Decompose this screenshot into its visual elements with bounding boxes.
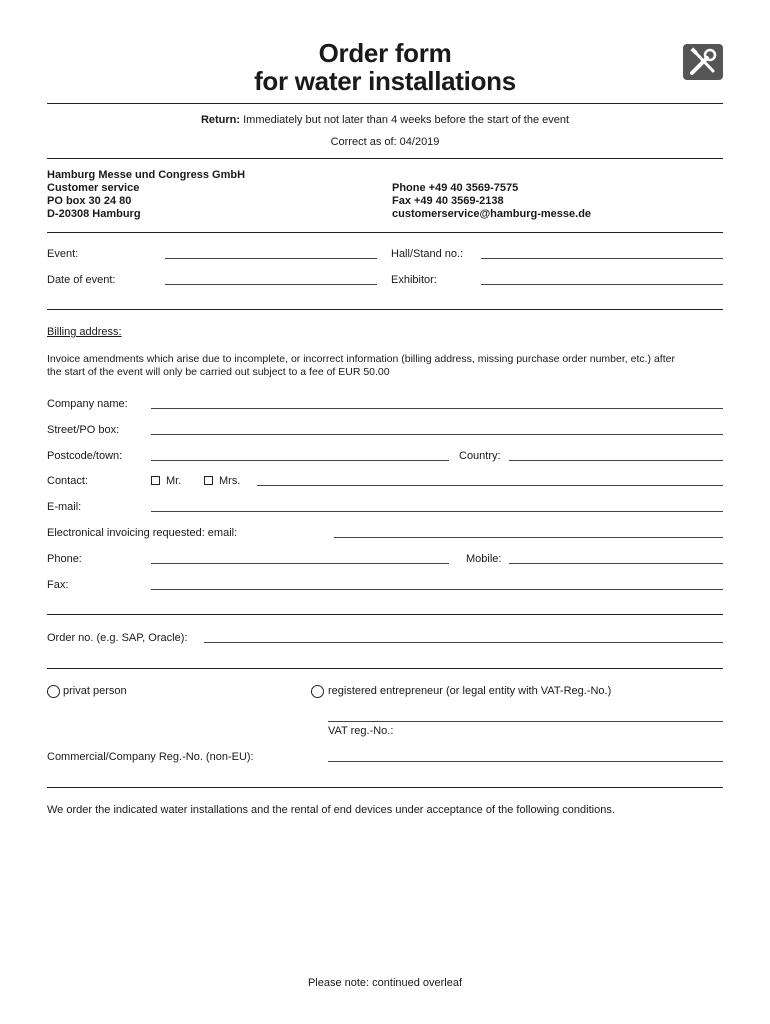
fax-label: Fax: (47, 579, 69, 591)
divider (47, 309, 723, 310)
vat-field[interactable] (328, 721, 723, 722)
divider (47, 158, 723, 159)
conditions-text: We order the indicated water installations and the rental of end devices under acceptance of the following conditions. (47, 804, 615, 816)
commercial-reg-field[interactable] (328, 761, 723, 762)
city: D-20308 Hamburg (47, 208, 141, 220)
divider (47, 787, 723, 788)
billing-notice-line2: the start of the event will only be carried out subject to a fee of EUR 50.00 (47, 366, 390, 378)
divider (47, 614, 723, 615)
exhibitor-label: Exhibitor: (391, 274, 437, 286)
return-info (0, 114, 770, 127)
phone-field[interactable] (151, 563, 449, 564)
hall-stand-label: Hall/Stand no.: (391, 248, 464, 260)
order-no-label: Order no. (e.g. SAP, Oracle): (47, 632, 188, 644)
po-box: PO box 30 24 80 (47, 195, 132, 207)
department: Customer service (47, 182, 140, 194)
company-name-field[interactable] (151, 408, 723, 409)
email-field[interactable] (151, 511, 723, 512)
postcode-field[interactable] (151, 460, 449, 461)
divider (47, 103, 723, 104)
phone-label: Phone: (47, 553, 82, 565)
mobile-label: Mobile: (466, 553, 502, 565)
billing-heading: Billing address: (47, 326, 122, 338)
mr-label: Mr. (166, 475, 182, 487)
page-title-line2: for water installations (254, 66, 516, 96)
page-title-line1: Order form (318, 38, 452, 68)
contact-field[interactable] (257, 485, 723, 486)
mr-checkbox[interactable] (151, 475, 181, 488)
postcode-label: Postcode/town: (47, 450, 123, 462)
divider (47, 668, 723, 669)
private-person-radio[interactable] (47, 685, 60, 698)
entrepreneur-radio[interactable] (311, 685, 324, 698)
hall-stand-field[interactable] (481, 258, 723, 259)
company-name-label: Company name: (47, 398, 128, 410)
return-text: Immediately but not later than 4 weeks before the start of the event (243, 114, 570, 126)
private-person-label: privat person (63, 685, 127, 697)
order-no-field[interactable] (204, 642, 723, 643)
vat-label: VAT reg.-No.: (328, 725, 394, 737)
street-field[interactable] (151, 434, 723, 435)
contact-label: Contact: (47, 475, 88, 487)
event-label: Event: (47, 248, 79, 260)
einvoice-label: Electronical invoicing requested: email: (47, 527, 238, 539)
country-field[interactable] (509, 460, 723, 461)
mrs-checkbox[interactable] (204, 475, 240, 488)
footer-note: Please note: continued overleaf (307, 977, 463, 989)
contact-email: customerservice@hamburg-messe.de (392, 208, 592, 220)
exhibitor-field[interactable] (481, 284, 723, 285)
phone-number: Phone +49 40 3569-7575 (392, 182, 519, 194)
correct-as-of: Correct as of: 04/2019 (330, 136, 440, 148)
street-label: Street/PO box: (47, 424, 120, 436)
wrench-screwdriver-icon (683, 44, 723, 80)
company-name: Hamburg Messe und Congress GmbH (47, 169, 246, 181)
fax-field[interactable] (151, 589, 723, 590)
checkbox-icon (204, 476, 213, 485)
email-label: E-mail: (47, 501, 82, 513)
date-field[interactable] (165, 284, 377, 285)
checkbox-icon (151, 476, 160, 485)
event-field[interactable] (165, 258, 377, 259)
divider (47, 232, 723, 233)
einvoice-field[interactable] (334, 537, 723, 538)
return-label: Return: (200, 114, 241, 126)
mrs-label: Mrs. (219, 475, 241, 487)
fax-number: Fax +49 40 3569-2138 (392, 195, 504, 207)
country-label: Country: (459, 450, 501, 462)
billing-notice-line1: Invoice amendments which arise due to incomplete, or incorrect information (billing address, missing purchase order number, etc.) after (47, 353, 675, 365)
entrepreneur-label: registered entrepreneur (or legal entity with VAT-Reg.-No.) (328, 685, 612, 697)
mobile-field[interactable] (509, 563, 723, 564)
date-label: Date of event: (47, 274, 116, 286)
commercial-reg-label: Commercial/Company Reg.-No. (non-EU): (47, 751, 254, 763)
